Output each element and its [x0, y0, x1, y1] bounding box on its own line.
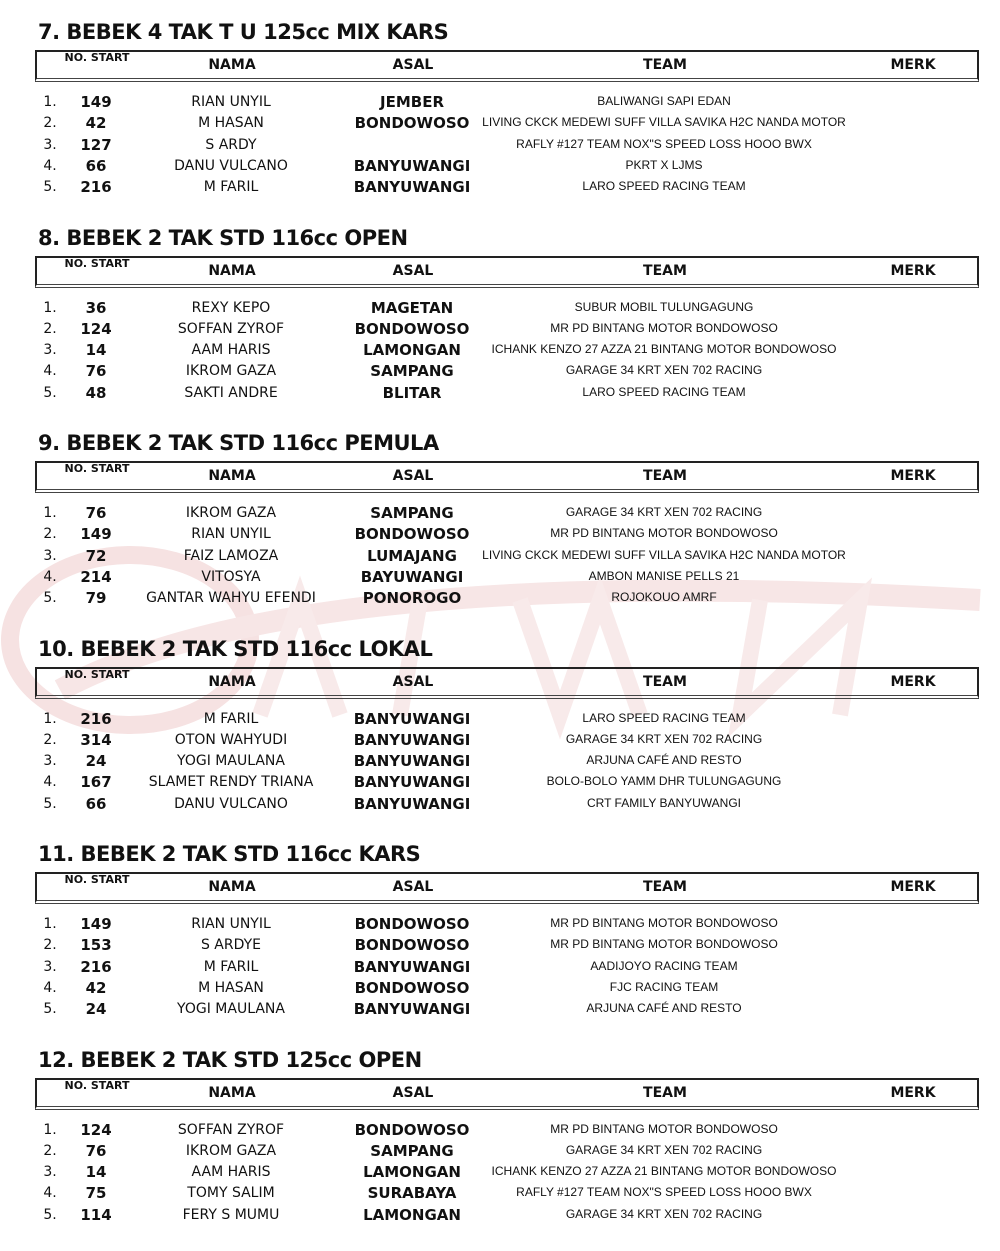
- rider-team: LIVING CKCK MEDEWI SUFF VILLA SAVIKA H2C NANDA MOTOR: [482, 115, 846, 130]
- rider-name: RIAN UNYIL: [191, 916, 271, 932]
- position: 5.: [43, 1001, 57, 1018]
- position: 1.: [43, 299, 57, 316]
- rider-team: ARJUNA CAFÉ AND RESTO: [586, 753, 742, 768]
- table-row: [0, 177, 1000, 198]
- rider-origin: BONDOWOSO: [354, 1120, 470, 1139]
- header-asal: ASAL: [392, 262, 434, 279]
- header-team: TEAM: [643, 57, 687, 73]
- table-row: [0, 340, 1000, 361]
- start-number: 76: [85, 504, 107, 522]
- table-row: [0, 588, 1000, 609]
- table-row: [0, 1205, 1000, 1226]
- header-merk: MERK: [890, 673, 936, 690]
- rider-origin: LAMONGAN: [363, 1163, 461, 1182]
- start-number: 24: [85, 752, 107, 771]
- header-no-start: NO. START: [64, 462, 130, 475]
- table-header: [35, 50, 979, 82]
- rider-name: YOGI MAULANA: [177, 753, 285, 770]
- position: 5.: [43, 179, 57, 196]
- rider-name: TOMY SALIM: [187, 1185, 275, 1202]
- rider-origin: SURABAYA: [367, 1184, 457, 1203]
- start-number: 48: [85, 383, 107, 402]
- class-title: 12. BEBEK 2 TAK STD 125cc OPEN: [38, 1047, 422, 1072]
- position: 1.: [43, 1121, 57, 1138]
- header-nama: NAMA: [208, 1084, 256, 1101]
- rider-team: RAFLY #127 TEAM NOX"S SPEED LOSS HOOO BWX: [516, 136, 812, 151]
- rider-name: GANTAR WAHYU EFENDI: [146, 590, 316, 607]
- rider-origin: BANYUWANGI: [353, 773, 471, 792]
- rider-origin: BANYUWANGI: [353, 957, 471, 976]
- header-nama: NAMA: [208, 879, 256, 895]
- position: 3.: [43, 547, 57, 564]
- rider-team: ARJUNA CAFÉ AND RESTO: [586, 1001, 742, 1016]
- table-row: [0, 730, 1000, 751]
- rider-origin: SAMPANG: [370, 362, 454, 381]
- rider-name: M FARIL: [203, 179, 259, 196]
- rider-name: DANU VULCANO: [174, 795, 288, 812]
- start-number: 314: [80, 730, 112, 749]
- header-no-start: NO. START: [64, 1078, 130, 1092]
- table-row: [0, 156, 1000, 177]
- rider-team: ICHANK KENZO 27 AZZA 21 BINTANG MOTOR BONDOWOSO: [491, 1164, 837, 1179]
- rider-name: M HASAN: [198, 115, 264, 132]
- table-row: [0, 1141, 1000, 1162]
- position: 4.: [43, 568, 57, 585]
- start-number: 124: [80, 319, 112, 338]
- rider-team: PKRT X LJMS: [625, 157, 703, 172]
- position: 2.: [43, 526, 57, 543]
- rider-origin: BANYUWANGI: [353, 178, 471, 197]
- table-row: [0, 709, 1000, 730]
- class-title: 7. BEBEK 4 TAK T U 125cc MIX KARS: [38, 20, 449, 44]
- start-number: 14: [85, 341, 107, 360]
- header-merk: MERK: [890, 879, 936, 895]
- rider-name: M FARIL: [203, 710, 259, 727]
- position: 4.: [43, 979, 57, 996]
- table-row: [0, 794, 1000, 815]
- rider-team: GARAGE 34 KRT XEN 702 RACING: [565, 363, 763, 378]
- rider-origin: BONDOWOSO: [354, 525, 470, 544]
- rider-team: BALIWANGI SAPI EDAN: [597, 94, 731, 108]
- header-merk: MERK: [890, 262, 936, 279]
- table-row: [0, 319, 1000, 340]
- race-class-section: [0, 219, 1000, 424]
- class-title: 8. BEBEK 2 TAK STD 116cc OPEN: [38, 225, 408, 250]
- header-nama: NAMA: [208, 262, 256, 279]
- rider-name: M FARIL: [203, 958, 259, 975]
- table-header: [35, 872, 979, 904]
- rider-origin: BANYUWANGI: [353, 156, 471, 175]
- table-header: [35, 256, 979, 288]
- start-number: 14: [85, 1163, 107, 1182]
- start-number: 216: [80, 957, 112, 976]
- start-number: 76: [85, 1141, 107, 1160]
- position: 2.: [43, 1142, 57, 1159]
- rider-team: ICHANK KENZO 27 AZZA 21 BINTANG MOTOR BONDOWOSO: [491, 342, 837, 357]
- start-number: 127: [80, 135, 112, 154]
- header-team: TEAM: [643, 879, 687, 895]
- rider-team: GARAGE 34 KRT XEN 702 RACING: [565, 1206, 763, 1221]
- position: 4.: [43, 363, 57, 380]
- start-number: 72: [85, 546, 107, 565]
- start-number: 167: [80, 773, 112, 792]
- rider-team: RAFLY #127 TEAM NOX"S SPEED LOSS HOOO BWX: [516, 1185, 812, 1200]
- header-nama: NAMA: [208, 468, 256, 484]
- rider-origin: BONDOWOSO: [354, 978, 470, 997]
- table-row: [0, 957, 1000, 978]
- position: 2.: [43, 115, 57, 132]
- start-number: 216: [80, 178, 112, 197]
- start-number: 114: [80, 1205, 112, 1224]
- position: 5.: [43, 590, 57, 607]
- header-merk: MERK: [890, 1084, 936, 1101]
- rider-name: AAM HARIS: [191, 1164, 271, 1181]
- start-number: 66: [85, 794, 107, 813]
- race-class-section: [0, 13, 1000, 218]
- start-number: 79: [85, 589, 107, 608]
- rider-team: AADIJOYO RACING TEAM: [590, 958, 738, 973]
- rider-name: SOFFAN ZYROF: [177, 320, 285, 337]
- position: 5.: [43, 1206, 57, 1223]
- position: 1.: [43, 94, 57, 110]
- rider-team: GARAGE 34 KRT XEN 702 RACING: [565, 1142, 763, 1157]
- start-number: 36: [85, 298, 107, 317]
- position: 2.: [43, 731, 57, 748]
- table-row: [0, 361, 1000, 382]
- rider-team: MR PD BINTANG MOTOR BONDOWOSO: [550, 1121, 778, 1136]
- rider-team: ROJOKOUO AMRF: [611, 590, 717, 605]
- table-row: [0, 524, 1000, 545]
- position: 3.: [43, 342, 57, 359]
- rider-origin: BONDOWOSO: [354, 915, 470, 933]
- rider-team: LARO SPEED RACING TEAM: [582, 384, 746, 399]
- rider-origin: BANYUWANGI: [353, 709, 471, 728]
- table-row: [0, 999, 1000, 1020]
- header-no-start: NO. START: [64, 873, 130, 886]
- rider-origin: BLITAR: [382, 383, 442, 402]
- table-row: [0, 772, 1000, 793]
- table-row: [0, 1162, 1000, 1183]
- header-asal: ASAL: [392, 673, 434, 690]
- start-number: 149: [80, 525, 112, 544]
- rider-name: S ARDYE: [200, 937, 262, 954]
- rider-team: MR PD BINTANG MOTOR BONDOWOSO: [550, 937, 778, 952]
- rider-origin: JEMBER: [380, 93, 444, 111]
- position: 2.: [43, 937, 57, 954]
- position: 2.: [43, 320, 57, 337]
- rider-origin: BANYUWANGI: [353, 1000, 471, 1019]
- rider-origin: PONOROGO: [362, 589, 462, 608]
- start-number: 124: [80, 1120, 112, 1139]
- race-class-section: [0, 424, 1000, 629]
- start-number: 76: [85, 362, 107, 381]
- header-nama: NAMA: [208, 673, 256, 690]
- rider-origin: BANYUWANGI: [353, 752, 471, 771]
- table-row: [0, 1183, 1000, 1204]
- position: 1.: [43, 505, 57, 521]
- table-header: [35, 667, 979, 699]
- rider-origin: SAMPANG: [370, 1141, 454, 1160]
- header-merk: MERK: [890, 468, 936, 484]
- position: 3.: [43, 136, 57, 153]
- header-no-start: NO. START: [64, 256, 130, 270]
- header-team: TEAM: [643, 673, 687, 690]
- table-row: [0, 113, 1000, 134]
- rider-team: BOLO-BOLO YAMM DHR TULUNGAGUNG: [546, 774, 782, 789]
- table-row: [0, 567, 1000, 588]
- table-row: [0, 978, 1000, 999]
- race-class-section: [0, 835, 1000, 1040]
- rider-origin: MAGETAN: [370, 298, 454, 317]
- rider-name: AAM HARIS: [191, 342, 271, 359]
- rider-team: MR PD BINTANG MOTOR BONDOWOSO: [550, 526, 778, 541]
- table-row: [0, 383, 1000, 404]
- position: 1.: [43, 710, 57, 727]
- rider-name: VITOSYA: [201, 568, 261, 585]
- start-number: 149: [80, 93, 112, 111]
- start-number: 149: [80, 915, 112, 933]
- rider-name: S ARDY: [205, 136, 257, 153]
- class-title: 9. BEBEK 2 TAK STD 116cc PEMULA: [38, 431, 439, 455]
- table-row: [0, 503, 1000, 524]
- rider-name: RIAN UNYIL: [191, 94, 271, 110]
- rider-name: YOGI MAULANA: [177, 1001, 285, 1018]
- position: 3.: [43, 753, 57, 770]
- rider-name: OTON WAHYUDI: [174, 731, 288, 748]
- position: 5.: [43, 795, 57, 812]
- table-row: [0, 914, 1000, 935]
- rider-name: RIAN UNYIL: [191, 526, 271, 543]
- rider-team: MR PD BINTANG MOTOR BONDOWOSO: [550, 320, 778, 335]
- rider-origin: BONDOWOSO: [354, 114, 470, 133]
- rider-team: GARAGE 34 KRT XEN 702 RACING: [565, 505, 763, 519]
- rider-team: LARO SPEED RACING TEAM: [582, 710, 746, 725]
- rider-name: SAKTI ANDRE: [184, 384, 278, 401]
- position: 4.: [43, 774, 57, 791]
- rider-name: SOFFAN ZYROF: [177, 1121, 285, 1138]
- rider-team: MR PD BINTANG MOTOR BONDOWOSO: [550, 916, 778, 930]
- rider-name: FAIZ LAMOZA: [183, 547, 279, 564]
- rider-name: IKROM GAZA: [185, 1142, 277, 1159]
- rider-team: SUBUR MOBIL TULUNGAGUNG: [574, 299, 754, 314]
- position: 3.: [43, 1164, 57, 1181]
- class-title: 10. BEBEK 2 TAK STD 116cc LOKAL: [38, 636, 433, 661]
- header-asal: ASAL: [392, 57, 434, 73]
- header-team: TEAM: [643, 468, 687, 484]
- rider-name: IKROM GAZA: [185, 363, 277, 380]
- header-asal: ASAL: [392, 468, 434, 484]
- header-merk: MERK: [890, 57, 936, 73]
- rider-name: DANU VULCANO: [174, 157, 288, 174]
- rider-team: AMBON MANISE PELLS 21: [588, 568, 740, 583]
- table-row: [0, 135, 1000, 156]
- rider-team: LARO SPEED RACING TEAM: [582, 179, 746, 194]
- rider-origin: BONDOWOSO: [354, 319, 470, 338]
- rider-name: FERY S MUMU: [182, 1206, 280, 1223]
- table-row: [0, 92, 1000, 113]
- start-number: 24: [85, 1000, 107, 1019]
- rider-origin: BANYUWANGI: [353, 794, 471, 813]
- table-row: [0, 1120, 1000, 1141]
- start-number: 214: [80, 567, 112, 586]
- rider-team: GARAGE 34 KRT XEN 702 RACING: [565, 731, 763, 746]
- header-nama: NAMA: [208, 57, 256, 73]
- rider-origin: BONDOWOSO: [354, 936, 470, 955]
- rider-origin: LUMAJANG: [367, 546, 457, 565]
- position: 4.: [43, 157, 57, 174]
- table-row: [0, 751, 1000, 772]
- rider-name: IKROM GAZA: [185, 505, 277, 521]
- start-number: 42: [85, 114, 107, 133]
- rider-name: M HASAN: [198, 979, 264, 996]
- header-team: TEAM: [643, 1084, 687, 1101]
- header-asal: ASAL: [392, 1084, 434, 1101]
- rider-name: REXY KEPO: [191, 299, 271, 316]
- class-title: 11. BEBEK 2 TAK STD 116cc KARS: [38, 842, 421, 866]
- header-no-start: NO. START: [64, 51, 130, 64]
- rider-team: LIVING CKCK MEDEWI SUFF VILLA SAVIKA H2C NANDA MOTOR: [482, 547, 846, 562]
- rider-origin: BANYUWANGI: [353, 730, 471, 749]
- table-row: [0, 546, 1000, 567]
- rider-team: CRT FAMILY BANYUWANGI: [586, 795, 742, 810]
- rider-name: SLAMET RENDY TRIANA: [148, 774, 314, 791]
- header-team: TEAM: [643, 262, 687, 279]
- start-number: 216: [80, 709, 112, 728]
- header-no-start: NO. START: [64, 667, 130, 681]
- start-number: 42: [85, 978, 107, 997]
- header-asal: ASAL: [392, 879, 434, 895]
- table-row: [0, 298, 1000, 319]
- position: 5.: [43, 384, 57, 401]
- rider-origin: SAMPANG: [370, 504, 454, 522]
- start-number: 66: [85, 156, 107, 175]
- table-row: [0, 935, 1000, 956]
- rider-team: FJC RACING TEAM: [609, 979, 719, 994]
- table-header: [35, 461, 979, 493]
- rider-origin: BAYUWANGI: [360, 567, 464, 586]
- race-class-section: [0, 1041, 1000, 1246]
- table-header: [35, 1078, 979, 1110]
- start-number: 153: [80, 936, 112, 955]
- position: 3.: [43, 958, 57, 975]
- position: 1.: [43, 916, 57, 932]
- race-class-section: [0, 630, 1000, 835]
- position: 4.: [43, 1185, 57, 1202]
- rider-origin: LAMONGAN: [363, 1205, 461, 1224]
- start-number: 75: [85, 1184, 107, 1203]
- rider-origin: LAMONGAN: [363, 341, 461, 360]
